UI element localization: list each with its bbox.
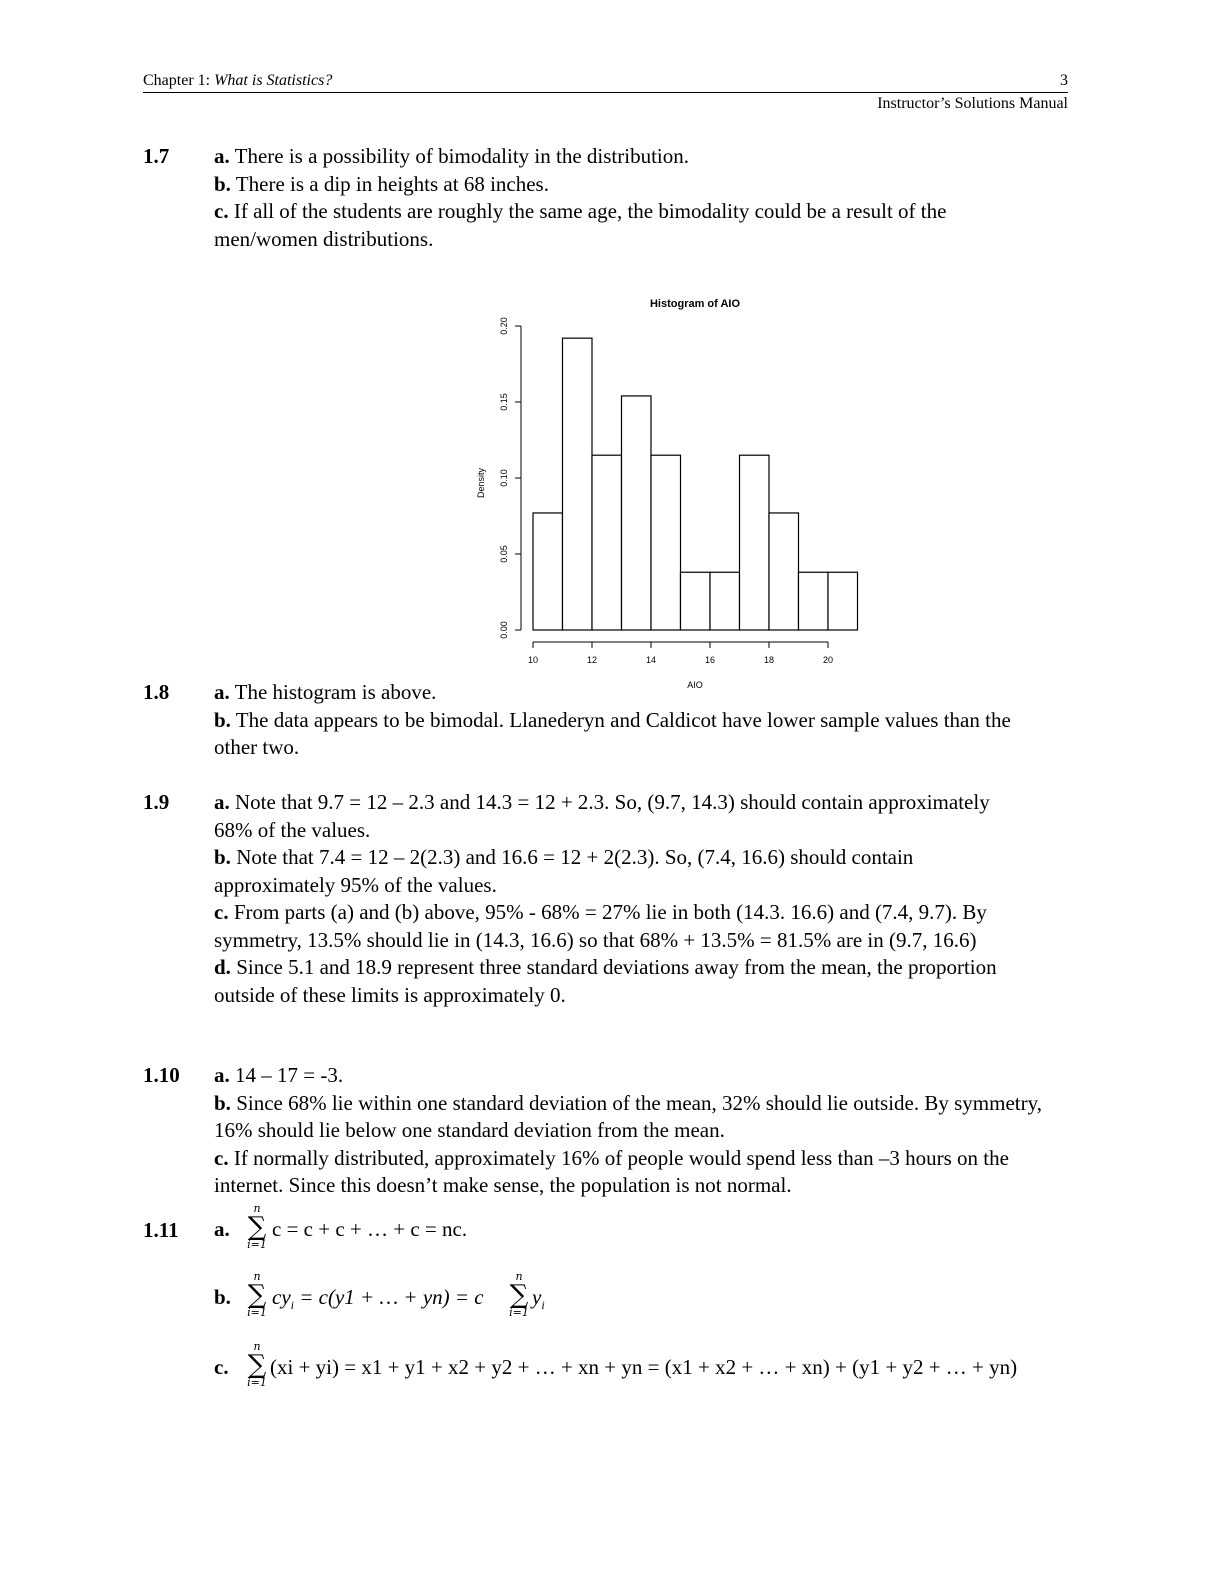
part-label: a.: [214, 1217, 230, 1241]
summation-symbol: n ∑ i=1: [509, 1270, 529, 1319]
problem-number: 1.11: [143, 1218, 179, 1242]
part-b: b. Since 68% lie within one standard deviation of the mean, 32% should lie outside. By symmetry, 16% should lie below one standard deviation from the mean.: [214, 1090, 1043, 1142]
chapter-prefix: Chapter 1:: [143, 72, 215, 89]
x-tick-label: 16: [704, 655, 716, 665]
expression: (xi + yi) = x1 + y1 + x2 + y2 + … + xn + yn = (x1 + x2 + … + xn) + (y1 + y2 + … + yn): [270, 1355, 1018, 1379]
problem-body: [214, 1062, 1070, 1200]
problem-body: [214, 679, 1070, 762]
part-a: a. Note that 9.7 = 12 – 2.3 and 14.3 = 12 + 2.3. So, (9.7, 14.3) should contain approximately 68% of the values.: [214, 790, 990, 842]
chart-title: Histogram of AIO: [649, 298, 741, 310]
y-axis-label: Density: [476, 467, 486, 499]
histogram-bar: [828, 572, 858, 630]
histogram-bar: [622, 396, 652, 630]
header-rule: [143, 92, 1068, 93]
problem-body: [214, 789, 1070, 1009]
expression-right: $y_i$: [532, 1285, 545, 1313]
problem-number: 1.9: [143, 790, 170, 814]
summation-symbol: n ∑ i=1: [247, 1202, 267, 1251]
histogram-bar: [681, 572, 711, 630]
y-tick-label: 0.20: [499, 317, 509, 335]
chapter-header: [143, 72, 332, 90]
equation-b: [214, 1271, 814, 1331]
x-tick-label: 18: [763, 655, 775, 665]
histogram-figure: [460, 288, 880, 698]
manual-title: Instructor’s Solutions Manual: [877, 95, 1068, 112]
equation-a: [214, 1203, 814, 1263]
histogram-bar: [769, 513, 799, 630]
problem-number: 1.8: [143, 680, 170, 704]
histogram-bar: [740, 455, 770, 630]
part-d: d. Since 5.1 and 18.9 represent three standard deviations away from the mean, the proportion outside of these limits is approximately 0.: [214, 955, 997, 1007]
equation-c: [214, 1341, 1074, 1401]
expression: c = c + c + … + c = nc.: [272, 1217, 468, 1241]
problem-number: 1.10: [143, 1063, 180, 1087]
y-tick-label: 0.15: [499, 393, 509, 411]
histogram-bar: [533, 513, 563, 630]
chapter-title: What is Statistics?: [214, 72, 333, 89]
problem-number: 1.7: [143, 144, 170, 168]
part-c: c. From parts (a) and (b) above, 95% - 68% = 27% lie in both (14.3. 16.6) and (7.4, 9.7). By symmetry, 13.5% should lie in (14.3, 16.6) so that 68% + 13.5% = 81.5% are in (9.7, 16.6): [214, 900, 987, 952]
page-number: 3: [1060, 72, 1068, 89]
histogram-bar: [710, 572, 740, 630]
part-label: c.: [214, 1355, 229, 1379]
part-label: b.: [214, 1285, 231, 1309]
histogram-bar: [592, 455, 622, 630]
x-tick-label: 10: [527, 655, 539, 665]
y-tick-label: 0.05: [499, 545, 509, 563]
histogram-bar: [563, 338, 593, 630]
part-b: b. There is a dip in heights at 68 inches.: [214, 171, 549, 196]
x-axis-label: AIO: [687, 680, 703, 690]
summation-symbol: n ∑ i=1: [247, 1270, 267, 1319]
histogram-chart: [460, 288, 880, 698]
part-b: b. Note that 7.4 = 12 – 2(2.3) and 16.6 = 12 + 2(2.3). So, (7.4, 16.6) should contain approximately 95% of the values.: [214, 845, 914, 897]
part-a: a. The histogram is above.: [214, 680, 437, 704]
part-a: a. There is a possibility of bimodality in the distribution.: [214, 144, 689, 168]
x-tick-label: 14: [645, 655, 657, 665]
summation-symbol: n ∑ i=1: [247, 1340, 267, 1389]
x-tick-label: 12: [586, 655, 598, 665]
histogram-bar: [651, 455, 681, 630]
problem-body: [214, 143, 1070, 253]
y-tick-label: 0.00: [499, 621, 509, 639]
part-c: c. If normally distributed, approximately 16% of people would spend less than –3 hours on the internet. Since this doesn’t make sense, the population is not normal.: [214, 1145, 1009, 1197]
expression: $cy_i = c(y1$ + … + yn) = c: [272, 1285, 484, 1313]
histogram-bar: [799, 572, 829, 630]
part-b: b. The data appears to be bimodal. Llanederyn and Caldicot have lower sample values than the other two.: [214, 707, 1011, 759]
part-c: c. If all of the students are roughly the same age, the bimodality could be a result of the men/women distributions.: [214, 199, 947, 251]
y-tick-label: 0.10: [499, 469, 509, 487]
part-a: a. 14 – 17 = -3.: [214, 1063, 344, 1087]
x-tick-label: 20: [822, 655, 834, 665]
